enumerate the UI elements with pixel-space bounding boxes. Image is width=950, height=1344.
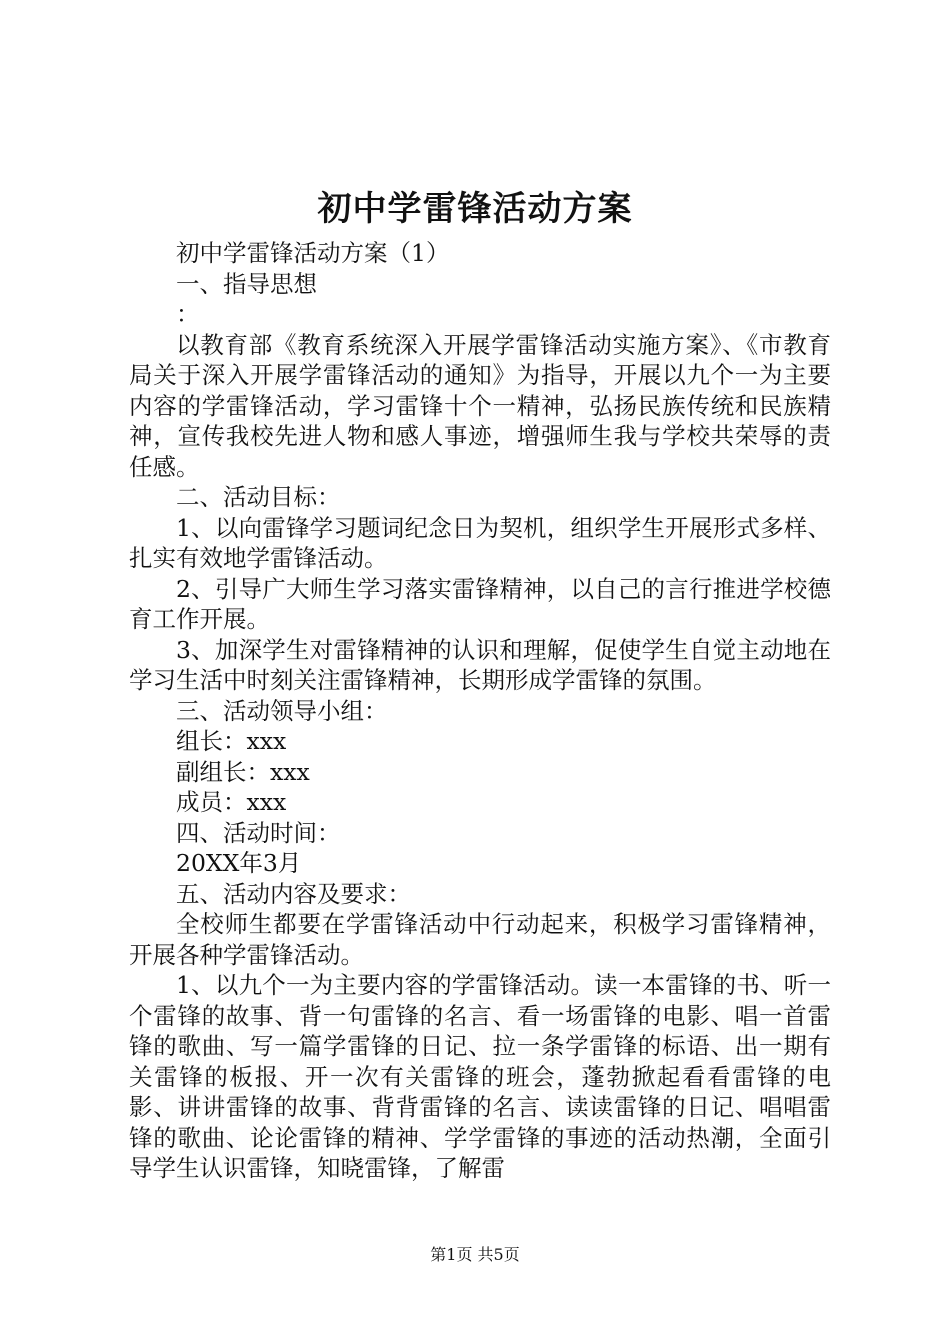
paragraph-date: 20XX年3月 — [176, 849, 302, 877]
heading-activity-time: 四、活动时间： — [176, 818, 341, 847]
paragraph-goal-2: 2、引导广大师生学习落实雷锋精神，以自己的言行推进学校德育工作开展。 — [129, 574, 831, 633]
document-title: 初中学雷锋活动方案 — [317, 189, 633, 229]
heading-activity-goals: 二、活动目标： — [176, 483, 341, 511]
paragraph-subtitle: 初中学雷锋活动方案（1） — [176, 239, 450, 267]
paragraph-content-intro: 全校师生都要在学雷锋活动中行动起来，积极学习雷锋精神，开展各种学雷锋活动。 — [129, 910, 831, 969]
document-body — [129, 238, 831, 1184]
paragraph-colon: ： — [176, 300, 200, 328]
paragraph-goal-3: 3、加深学生对雷锋精神的认识和理解，促使学生自觉主动地在学习生活中时刻关注雷锋精神，长期形成学雷锋的氛围。 — [129, 635, 831, 694]
page-footer: 第1页 共5页 — [430, 1245, 520, 1264]
paragraph-content-1: 1、以九个一为主要内容的学雷锋活动。读一本雷锋的书、听一个雷锋的故事、背一句雷锋的名言、看一场雷锋的电影、唱一首雷锋的歌曲、写一篇学雷锋的日记、拉一条学雷锋的标语、出一期有关雷锋的板报、开一次有关雷锋的班会，蓬勃掀起看看雷锋的电影、讲讲雷锋的故事、背背雷锋的名言、读读雷锋的日记、唱唱雷锋的歌曲、论论雷锋的精神、学学雷锋的事迹的活动热潮，全面引导学生认识雷锋，知晓雷锋，了解雷 — [129, 971, 831, 1182]
heading-leadership-group: 三、活动领导小组： — [176, 696, 388, 725]
paragraph-goal-1: 1、以向雷锋学习题词纪念日为契机，组织学生开展形式多样、扎实有效地学雷锋活动。 — [129, 513, 831, 572]
heading-guiding-ideology: 一、指导思想 — [176, 269, 317, 298]
paragraph-deputy-leader: 副组长：xxx — [176, 757, 310, 786]
heading-activity-content: 五、活动内容及要求： — [176, 879, 411, 908]
paragraph-leader: 组长：xxx — [176, 727, 287, 755]
paragraph-members: 成员：xxx — [176, 788, 287, 816]
paragraph-guiding-text: 以教育部《教育系统深入开展学雷锋活动实施方案》、《市教育局关于深入开展学雷锋活动的通知》为指导，开展以九个一为主要内容的学雷锋活动，学习雷锋十个一精神，弘扬民族传统和民族精神，宣传我校先进人物和感人事迹，增强师生我与学校共荣辱的责任感。 — [129, 330, 831, 481]
